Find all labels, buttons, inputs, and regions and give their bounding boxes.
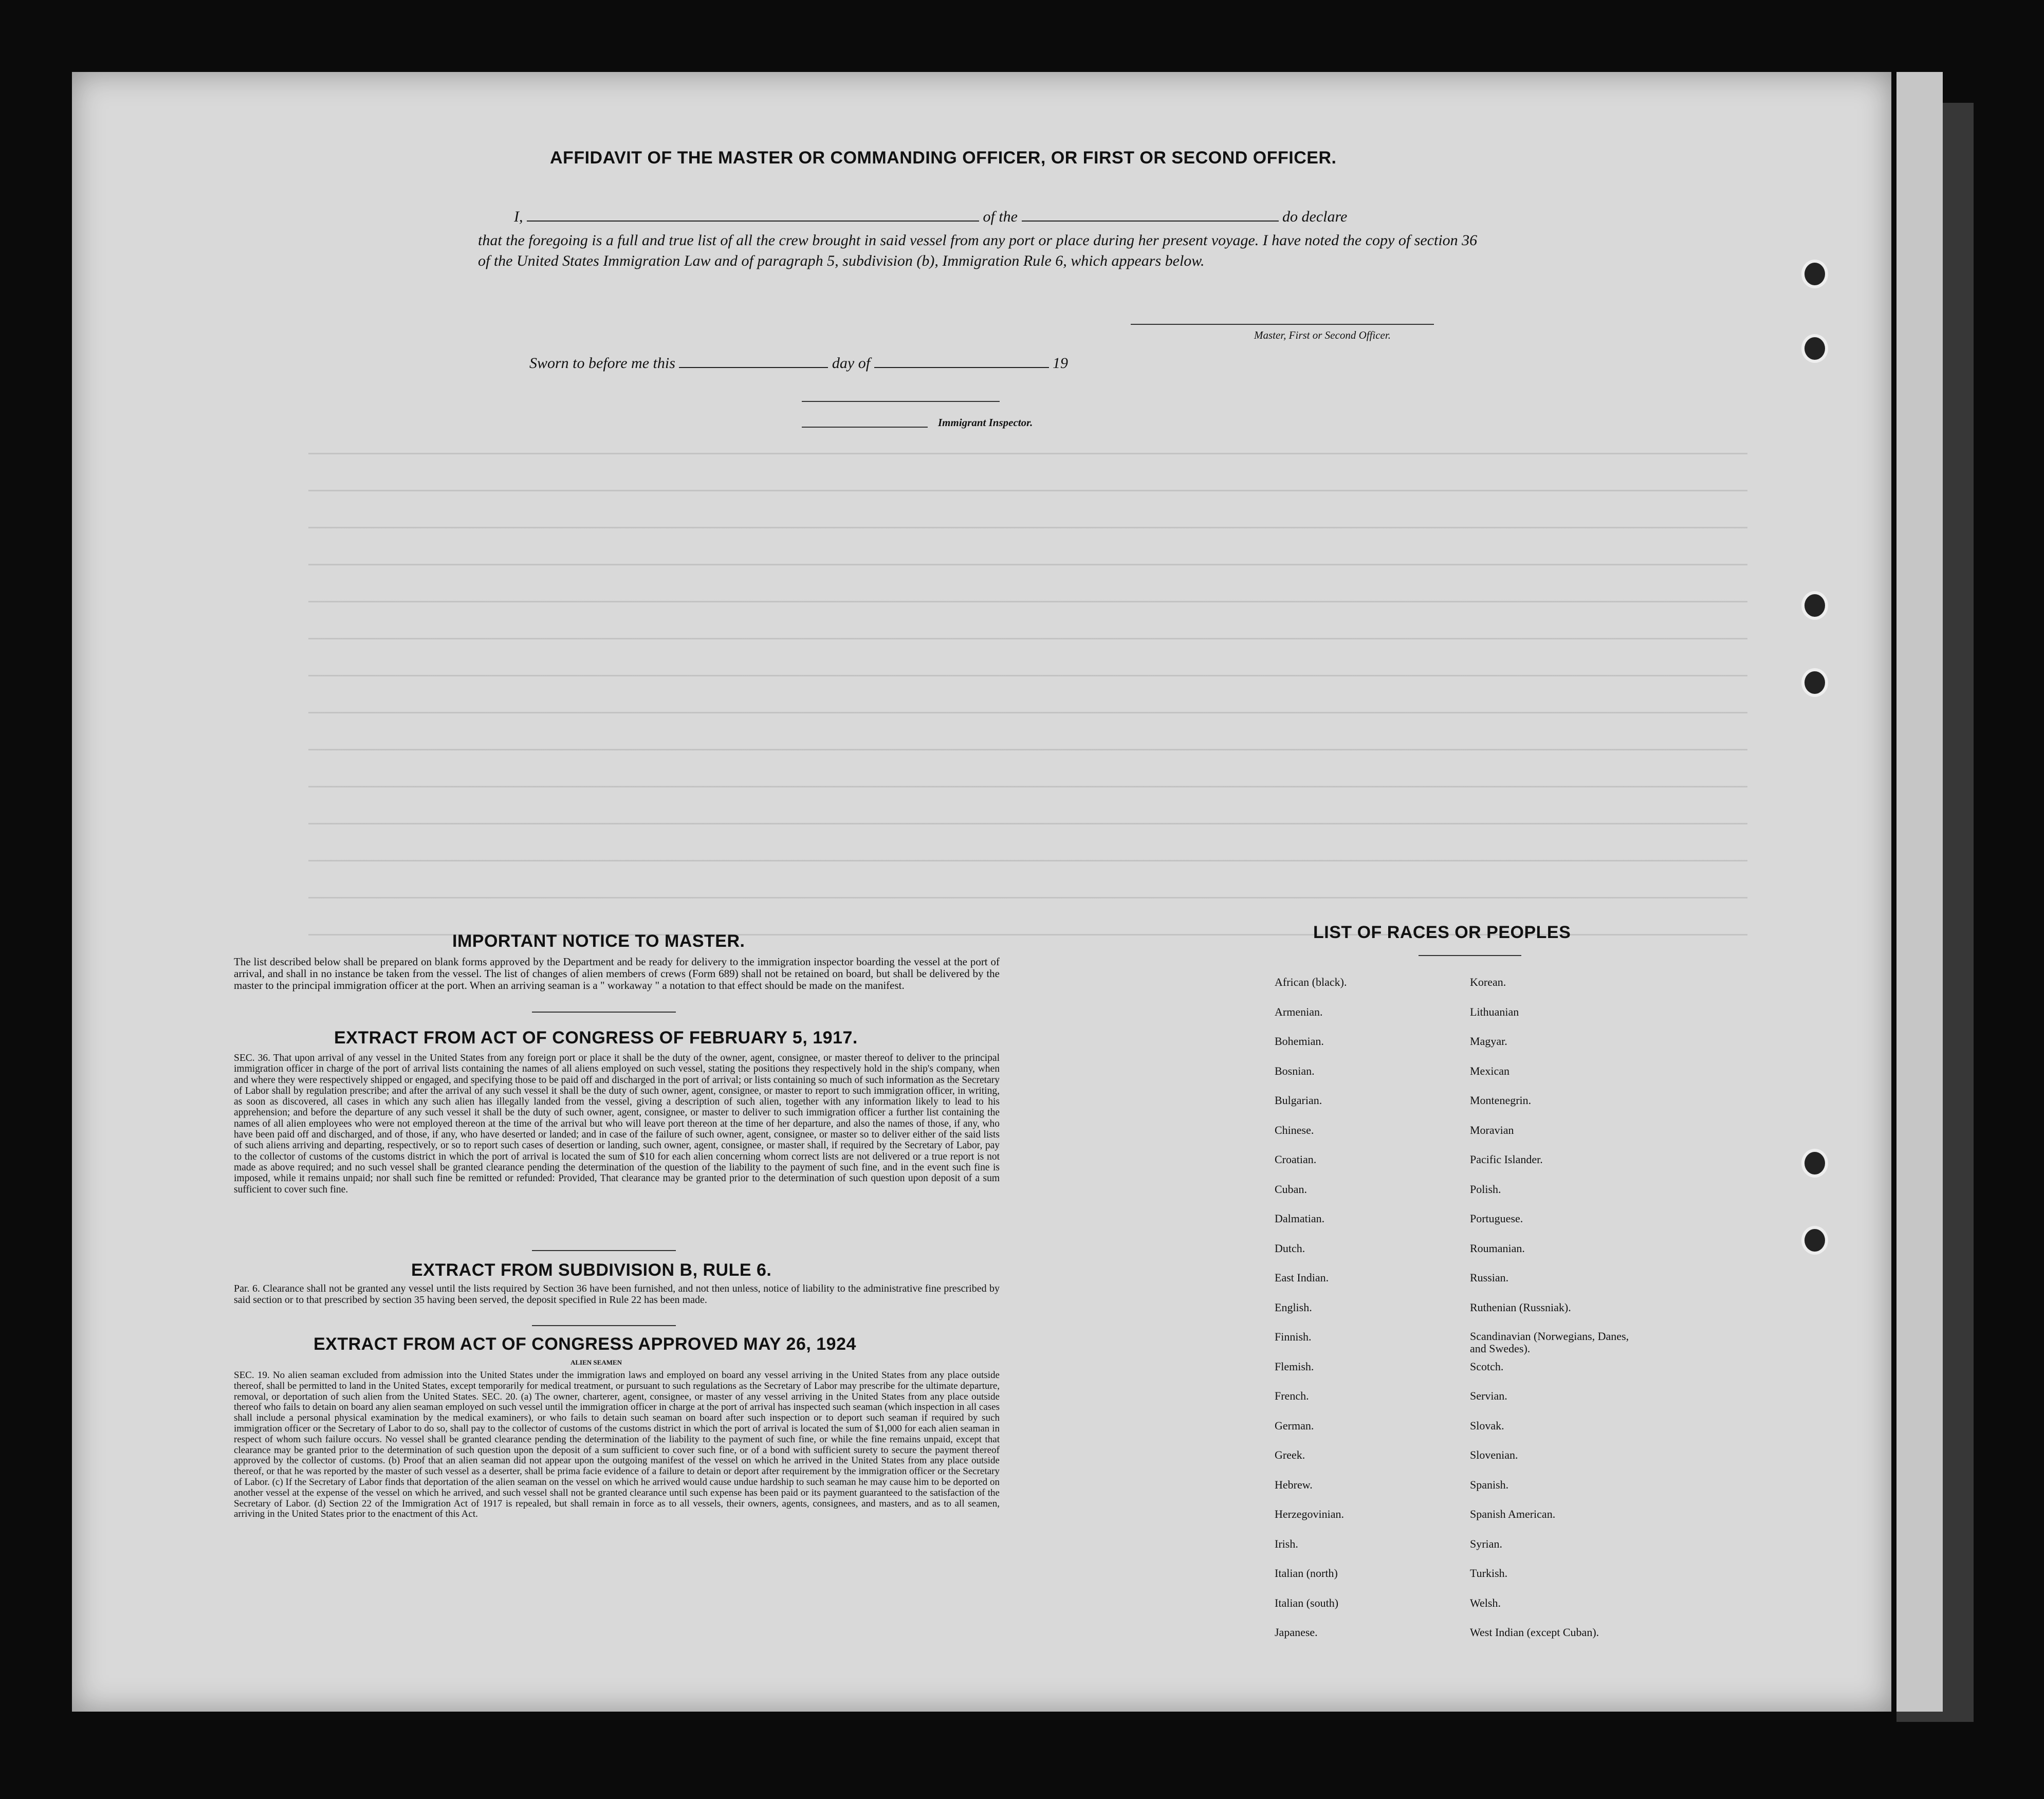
race-item: Russian. [1470, 1271, 1509, 1284]
race-item: Armenian. [1275, 1005, 1323, 1018]
divider [532, 1012, 676, 1013]
race-item: Polish. [1470, 1182, 1501, 1196]
punch-hole [1801, 668, 1828, 697]
race-item: Italian (north) [1275, 1567, 1338, 1580]
vessel-name-field[interactable] [1022, 208, 1279, 222]
race-item: West Indian (except Cuban). [1470, 1626, 1599, 1639]
divider [1419, 955, 1521, 956]
notice-title: IMPORTANT NOTICE TO MASTER. [452, 931, 745, 951]
race-item: Cuban. [1275, 1182, 1307, 1196]
punch-hole [1801, 591, 1828, 620]
race-item: English. [1275, 1300, 1312, 1314]
i-label: I, [514, 208, 523, 225]
extract-1917-text: SEC. 36. That upon arrival of any vessel in the United States from any foreign port or place it shall be the duty of the owner, agent, consignee, or master thereof to deliver to the principal immigration officer in charge of the port of arrival lists containing the names of all aliens employed on such vessel, stating the positions they respectively hold in the ship's company, when and where they were respectively shipped or engaged, and specifying those to be paid off and discharged in the port of arrival; or lists containing so much of such information as the Secretary of Labor shall by regulation prescribe; and after the arrival of any such vessel it shall be the duty of such owner, agent, consignee, or master to report to such immigration officer, in writing, as soon as discovered, all cases in which any such alien has illegally landed from the vessel, giving a description of such alien, together with any information likely to lead to his apprehension; and before the departure of any such vessel it shall be the duty of such owner, agent, consignee, or master to deliver to such immigration officer a further list containing the names of all alien employees who were not employed thereon at the time of the arrival but who will leave port thereon at the time of her departure, and also the names of those, if any, who have been paid off and discharged, and of those, if any, who have deserted or landed; and in case of the failure of such owner, agent, consignee, or master so to deliver either of the said lists of such aliens arriving and departing, respectively, or so to report such cases of desertion or landing, such owner, agent, consignee, or master shall, if required by the Secretary of Labor, pay to the collector of customs of the customs district in which the port of arrival is located the sum of $10 for each alien concerning whom correct lists are not delivered or a true report is not made as above required; and no such vessel shall be granted clearance pending the determination of the question of the liability to the payment of such fine, and in the event such fine is imposed, while it remains unpaid; nor shall such fine be remitted or refunded: Provided, That clearance may be granted prior to the determination of such question upon deposit of a sum sufficient to cover such fine. [234, 1053, 1000, 1195]
extract-1924-subtitle: ALIEN SEAMEN [570, 1359, 622, 1366]
year-prefix: 19 [1053, 355, 1069, 372]
page-edge [1896, 72, 1943, 1712]
race-item: Irish. [1275, 1537, 1298, 1550]
of-the-label: of the [983, 208, 1018, 225]
extract-1917-title: EXTRACT FROM ACT OF CONGRESS OF FEBRUARY 5, 1917. [334, 1028, 858, 1048]
race-item: Turkish. [1470, 1567, 1508, 1580]
race-item: Portuguese. [1470, 1212, 1523, 1225]
race-item: Servian. [1470, 1389, 1507, 1402]
master-signature-line[interactable] [1131, 324, 1434, 325]
race-item: Dalmatian. [1275, 1212, 1325, 1225]
race-item: Japanese. [1275, 1626, 1318, 1639]
race-item: African (black). [1275, 976, 1347, 988]
race-item: Pacific Islander. [1470, 1153, 1543, 1166]
declare-label: do declare [1282, 208, 1348, 225]
race-item: Bosnian. [1275, 1064, 1315, 1077]
race-item: East Indian. [1275, 1271, 1329, 1284]
day-of-label: day of [832, 355, 871, 372]
race-item: Chinese. [1275, 1123, 1314, 1136]
race-item: Finnish. [1275, 1330, 1312, 1343]
race-item: Slovak. [1470, 1419, 1504, 1432]
punch-hole [1801, 1149, 1828, 1178]
race-item: French. [1275, 1389, 1309, 1402]
race-item: Spanish American. [1470, 1508, 1556, 1520]
race-item: Herzegovinian. [1275, 1508, 1344, 1520]
master-signature-label: Master, First or Second Officer. [1254, 329, 1391, 341]
race-item: Scotch. [1470, 1360, 1504, 1373]
races-title: LIST OF RACES OR PEOPLES [1313, 923, 1571, 942]
punch-hole [1801, 1226, 1828, 1255]
extract-1924-title: EXTRACT FROM ACT OF CONGRESS APPROVED MAY 26, 1924 [314, 1334, 856, 1354]
race-item: Moravian [1470, 1123, 1514, 1136]
officer-name-field[interactable] [527, 208, 979, 222]
race-item: Ruthenian (Russniak). [1470, 1300, 1571, 1314]
race-item: Montenegrin. [1470, 1094, 1532, 1107]
punch-hole [1801, 334, 1828, 363]
race-item: Scandinavian (Norwegians, Danes, and Swedes). [1470, 1330, 1629, 1355]
affidavit-title: AFFIDAVIT OF THE MASTER OR COMMANDING OFFICER, OR FIRST OR SECOND OFFICER. [550, 148, 1337, 168]
divider [532, 1250, 676, 1251]
bleed-through-texture [308, 421, 1747, 935]
divider [532, 1325, 676, 1326]
sworn-label: Sworn to before me this [529, 355, 675, 372]
race-item: Greek. [1275, 1448, 1305, 1461]
race-item: Flemish. [1275, 1360, 1314, 1373]
race-item: Korean. [1470, 976, 1506, 988]
race-item: Lithuanian [1470, 1005, 1519, 1018]
race-item: German. [1275, 1419, 1314, 1432]
race-item: Hebrew. [1275, 1478, 1313, 1491]
affidavit-declaration-line [514, 208, 1490, 226]
notice-text: The list described below shall be prepared on blank forms approved by the Department and be ready for delivery to the immigration inspector boarding the vessel at the port of arrival, and shall in no instance be taken from the vessel. The list of changes of alien members of crews (Form 689) shall not be retained on board, but shall be delivered by the master to the principal immigration officer at the port. When an arriving seaman is a " workaway " a notation to that effect should be made on the manifest. [234, 956, 1000, 992]
extract-rule6-title: EXTRACT FROM SUBDIVISION B, RULE 6. [411, 1260, 772, 1280]
race-item: Bulgarian. [1275, 1094, 1322, 1107]
race-item: Dutch. [1275, 1241, 1305, 1255]
race-item: Spanish. [1470, 1478, 1509, 1491]
race-item: Slovenian. [1470, 1448, 1518, 1461]
race-item: Welsh. [1470, 1596, 1501, 1609]
punch-hole [1801, 260, 1828, 288]
sworn-day-field[interactable] [679, 355, 828, 368]
sworn-line [529, 355, 1068, 372]
race-item: Mexican [1470, 1064, 1509, 1077]
race-item: Croatian. [1275, 1153, 1317, 1166]
sworn-month-field[interactable] [874, 355, 1049, 368]
extract-rule6-text: Par. 6. Clearance shall not be granted any vessel until the lists required by Section 36 have been furnished, and not then unless, notice of liability to the administrative fine prescribed by said section or to that prescribed by section 35 having been served, the deposit specified in Rule 22 has been made. [234, 1283, 1000, 1306]
inspector-signature-line-2[interactable] [802, 427, 928, 428]
extract-1924-text: SEC. 19. No alien seaman excluded from admission into the United States under the immigration laws and employed on board any vessel arriving in the United States from any place outside thereof, shall be permitted to land in the United States, except temporarily for medical treatment, or pursuant to such regulations as the Secretary of Labor may prescribe for the ultimate departure, removal, or deportation of such alien from the United States. SEC. 20. (a) The owner, charterer, agent, consignee, or master of any vessel arriving in the United States from any place outside thereof who fails to detain on board any alien seaman employed on such vessel until the immigration officer in charge at the port of arrival has inspected such seaman (which inspection in all cases shall include a personal physical examination by the medical examiners), or who fails to detain such seaman on board after such inspection or to deport such seaman if required by such immigration officer or the Secretary of Labor to do so, shall pay to the collector of customs of the customs district in which the port of arrival is located the sum of $1,000 for each alien seaman in respect of whom such failure occurs. No vessel shall be granted clearance pending the determination of the liability to the payment of such fine, or while the fine remains unpaid, except that clearance may be granted prior to the determination of such question upon the deposit of a sum sufficient to cover such fine, or of a bond with sufficient surety to secure the payment thereof approved by the collector of customs. (b) Proof that an alien seaman did not appear upon the outgoing manifest of the vessel on which he arrived in the United States from any place outside thereof, or that he was reported by the master of such vessel as a deserter, shall be prima facie evidence of a failure to detain or deport after requirement by the immigration officer or the Secretary of Labor. (c) If the Secretary of Labor finds that deportation of the alien seaman on the vessel on which he arrived would cause undue hardship to such seaman he may cause him to be deported on another vessel at the expense of the vessel on which he arrived, and such vessel shall not be granted clearance until such expense has been paid or its payment guaranteed to the satisfaction of the Secretary of Labor. (d) Section 22 of the Immigration Act of 1917 is repealed, but shall remain in force as to all vessels, their owners, agents, consignees, and masters, and as to all seamen, arriving in the United States prior to the enactment of this Act. [234, 1370, 1000, 1520]
race-item: Roumanian. [1470, 1241, 1525, 1255]
race-item: Magyar. [1470, 1035, 1507, 1048]
race-item: Italian (south) [1275, 1596, 1339, 1609]
affidavit-text: that the foregoing is a full and true list of all the crew brought in said vessel from any port or place during her present voyage. I have noted the copy of section 36 of the United States Immigration Law and of paragraph 5, subdivision (b), Immigration Rule 6, which appears below. [478, 232, 1478, 269]
inspector-signature-line[interactable] [802, 401, 1000, 402]
race-item: Syrian. [1470, 1537, 1502, 1550]
race-item: Bohemian. [1275, 1035, 1324, 1048]
inspector-label: Immigrant Inspector. [938, 416, 1033, 429]
